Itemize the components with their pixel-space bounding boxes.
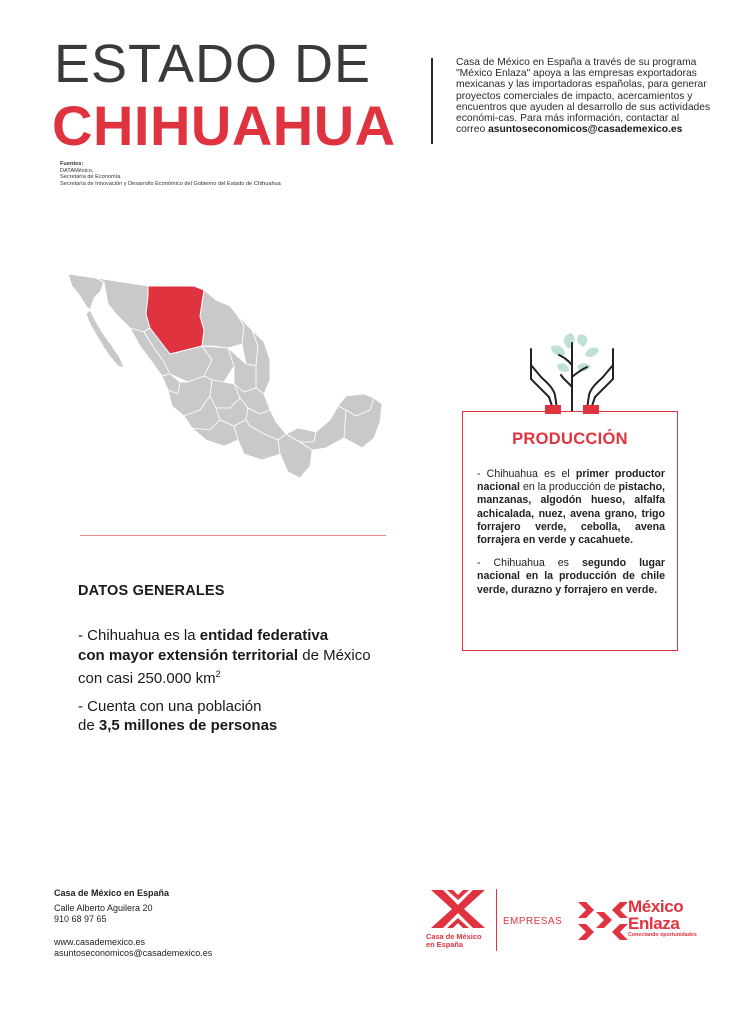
sources-heading: Fuentes: — [60, 161, 84, 167]
datos-bold: con mayor extensión territorial — [78, 646, 299, 664]
datos-text: de México — [298, 646, 371, 664]
source-item: Secretaría de Innovación y Desarrollo Económico del Gobierno del Estado de Chihuahua — [60, 180, 281, 187]
footer-phone[interactable]: 910 68 97 65 — [54, 914, 107, 924]
datos-paragraph-2 — [78, 697, 438, 736]
section-divider — [80, 535, 386, 536]
datos-bold: 3,5 millones de personas — [98, 717, 278, 734]
produccion-text: - Chihuahua es — [477, 557, 582, 570]
cme-line: Casa de México — [426, 932, 482, 941]
footer-address: Calle Alberto Aguilera 20 — [54, 903, 153, 913]
datos-text: con casi 250.000 km — [78, 670, 216, 687]
produccion-bold: segundo lugar nacional en la producción de chile verde, durazno y forrajero en verde. — [477, 557, 666, 596]
cme-line: en España — [426, 940, 463, 949]
sources-block — [60, 161, 281, 187]
produccion-title: PRODUCCIÓN — [512, 430, 628, 448]
produccion-text: - Chihuahua es el — [477, 468, 576, 480]
mexico-enlaza-mark-icon — [578, 898, 628, 944]
intro-paragraph — [456, 57, 711, 135]
produccion-paragraph-2 — [477, 557, 665, 597]
intro-text: Casa de México en España a través de su programa "México Enlaza" apoya a las empresas exportadoras mexicanas y las importadoras españolas, para generar proyectos comerciales de impacto, acercamientos y encuentros que ayuden al desarrollo de sus actividades económi-cas. Para más información, contactar al correo — [456, 57, 711, 136]
casa-de-mexico-logo — [426, 888, 490, 954]
source-item: Secretaría de Economía — [60, 174, 121, 181]
datos-text: - Chihuahua es la — [78, 627, 200, 644]
header-divider — [431, 58, 433, 144]
plant-hands-icon — [523, 325, 621, 417]
datos-text: de — [78, 717, 99, 734]
me-line: México — [628, 897, 684, 916]
produccion-bold: pistacho, manzanas, algodón hueso, alfalfa achicalada, nuez, avena grano, trigo forrajero verde, cebolla, avena forrajera en verde y cacahuete. — [477, 481, 665, 547]
casa-de-mexico-mark-icon — [429, 888, 487, 930]
me-tagline: Conectando oportunidades — [628, 932, 697, 938]
produccion-body — [477, 468, 665, 607]
map-state-campeche — [300, 406, 346, 450]
me-line: Enlaza — [628, 914, 680, 933]
produccion-text: en la producción de — [519, 481, 619, 494]
produccion-bold: primer productor nacional — [477, 468, 665, 494]
datos-generales-title: DATOS GENERALES — [78, 583, 225, 599]
datos-paragraph-1 — [78, 626, 438, 689]
datos-text: - Cuenta con una población — [78, 697, 262, 715]
mexico-enlaza-logo-text — [628, 898, 697, 939]
page-title-state: CHIHUAHUA — [52, 94, 396, 157]
page-title-top: ESTADO DE — [54, 34, 372, 94]
footer-contact — [54, 888, 212, 959]
mexico-map — [64, 270, 386, 485]
produccion-box — [462, 411, 678, 651]
map-state-coahuila — [200, 290, 244, 348]
source-item: DATAMéxico, — [60, 167, 94, 174]
map-state-baja-california-sur — [86, 310, 124, 368]
empresas-label: EMPRESAS — [503, 916, 563, 927]
footer-logo-divider — [496, 889, 497, 951]
footer-org: Casa de México en España — [54, 888, 170, 898]
casa-de-mexico-logo-text — [426, 933, 481, 949]
datos-bold: entidad federativa — [199, 627, 329, 644]
footer-web-link[interactable]: www.casademexico.es — [54, 937, 146, 947]
datos-superscript: 2 — [215, 669, 221, 679]
datos-generales-body — [78, 626, 438, 744]
map-state-sonora — [96, 278, 150, 332]
footer-email-link[interactable]: asuntoseconomicos@casademexico.es — [54, 948, 213, 958]
produccion-paragraph-1 — [477, 468, 665, 547]
intro-email-link[interactable]: asuntoseconomicos@casademexico.es — [488, 124, 683, 136]
